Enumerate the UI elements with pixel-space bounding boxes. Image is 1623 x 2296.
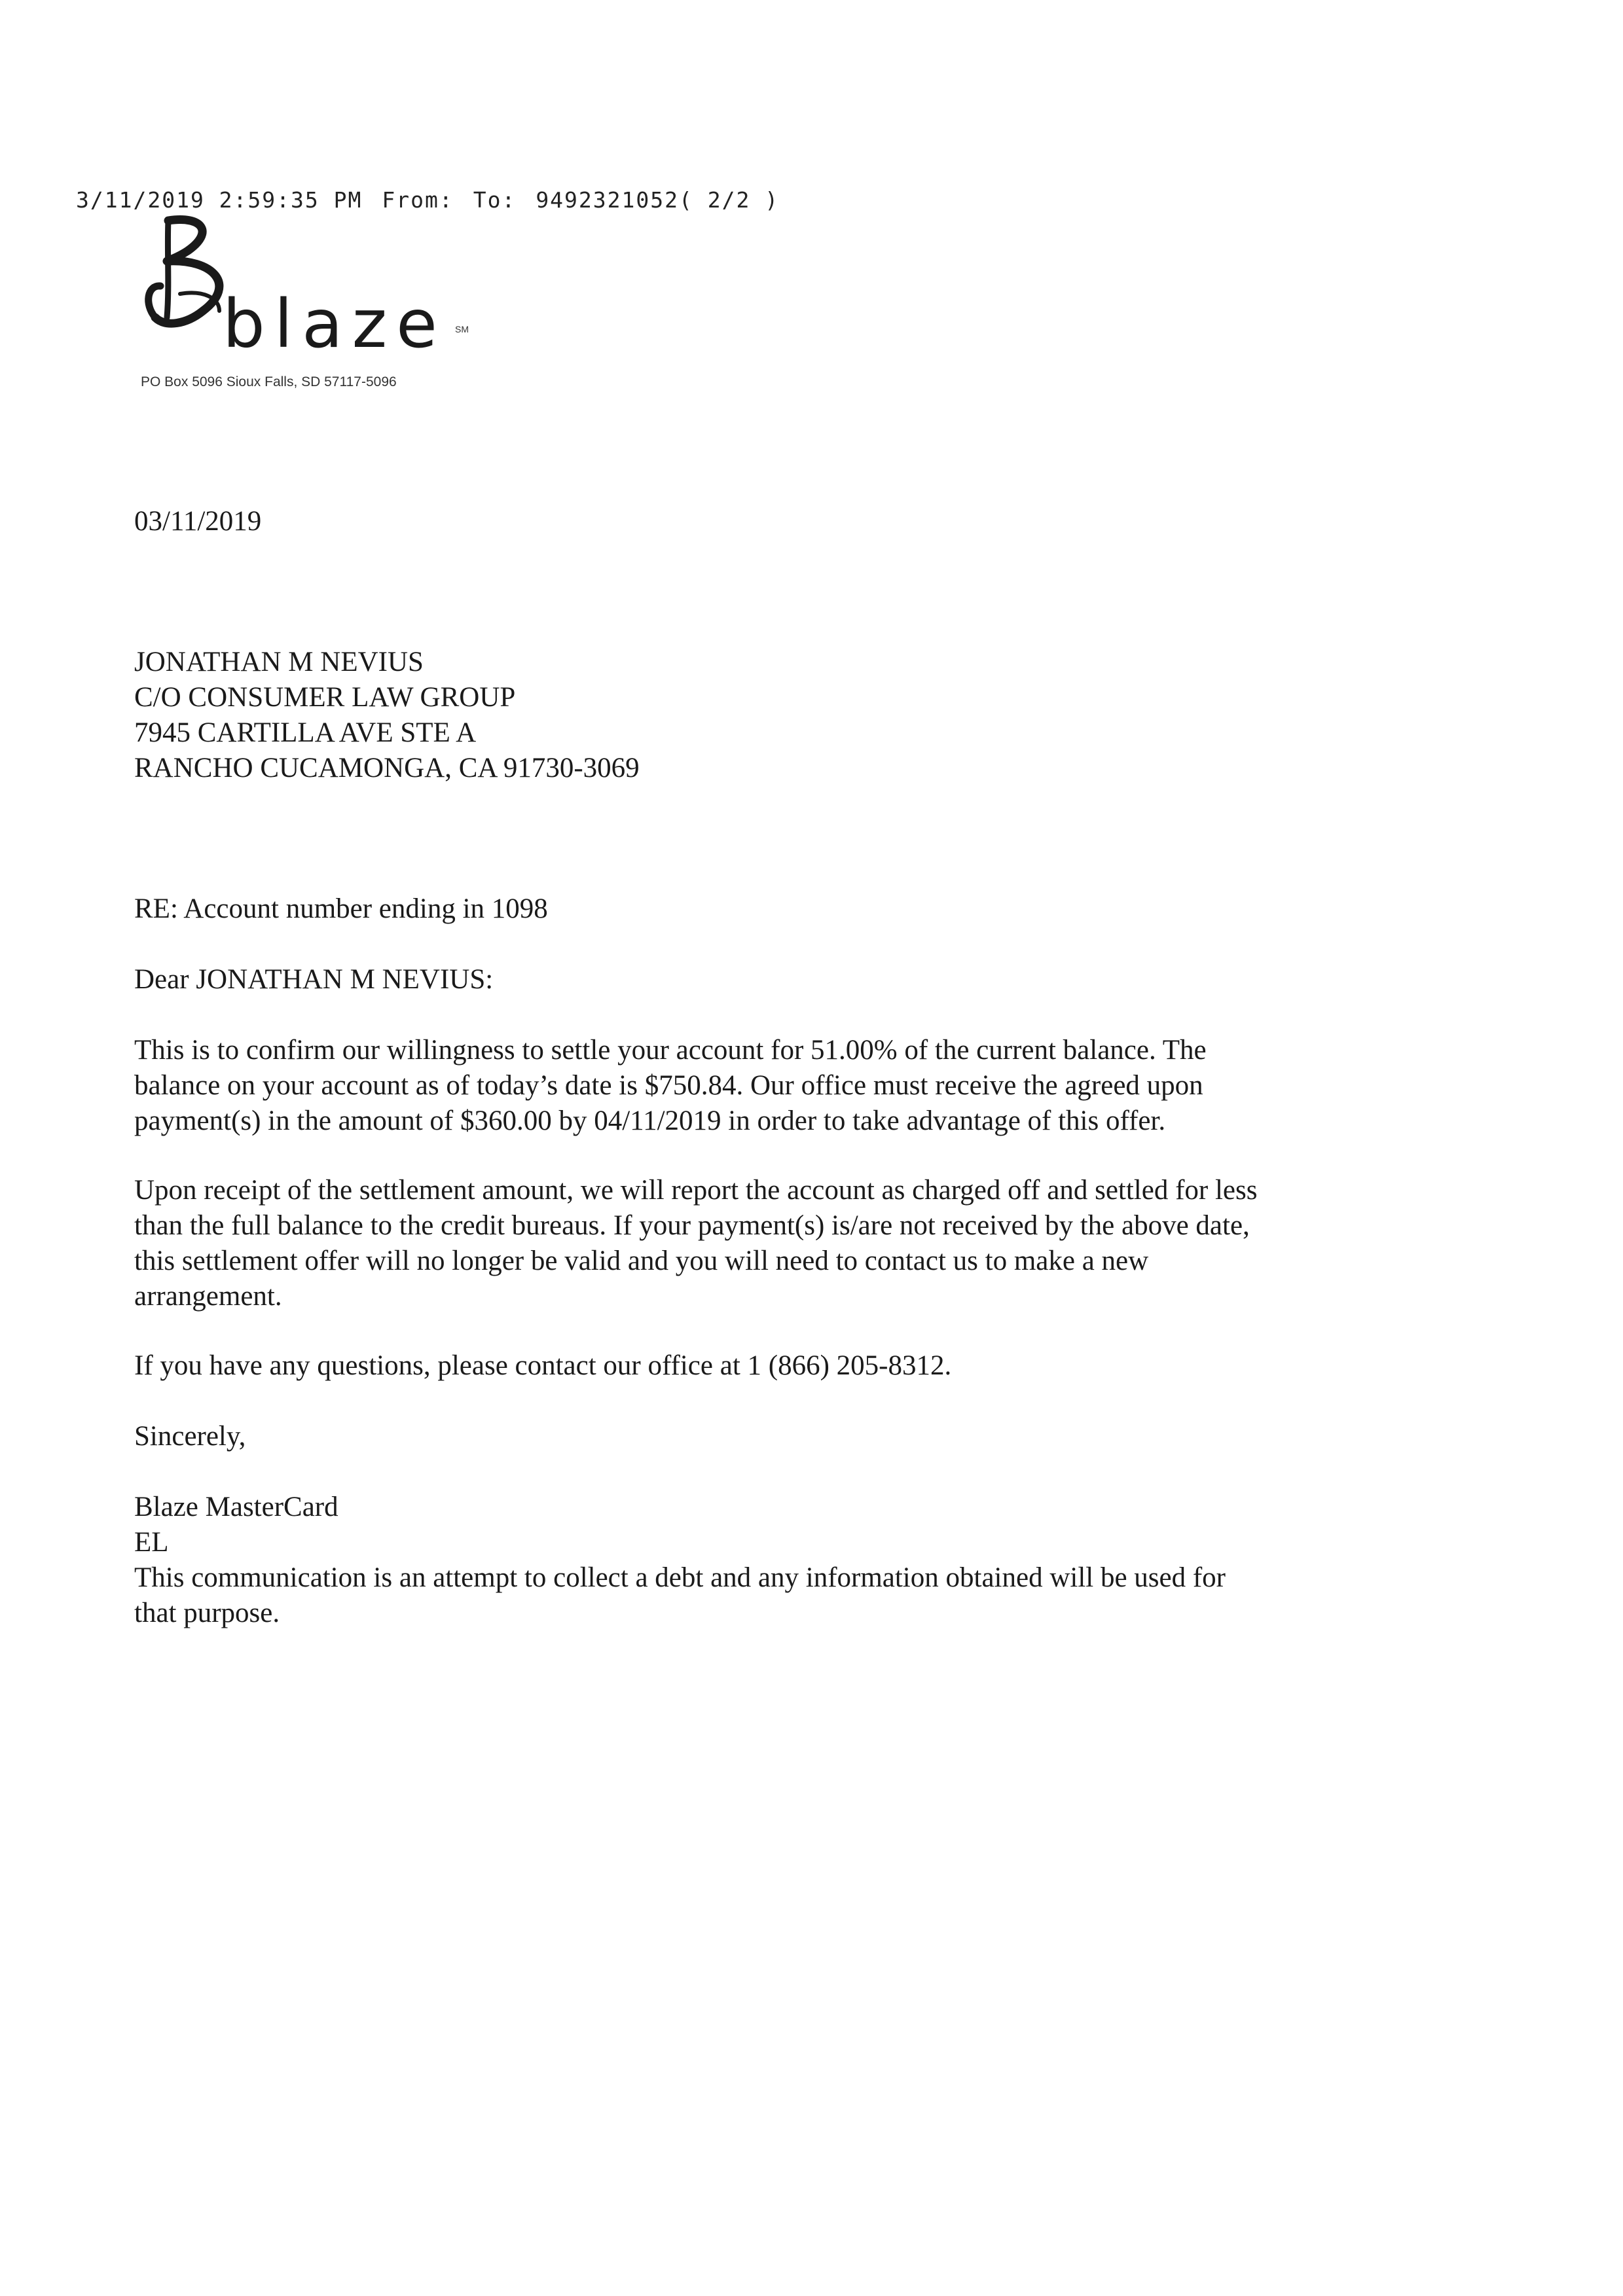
fax-number-pages: 9492321052( 2/2 ) (536, 187, 780, 213)
fax-from-label: From: (382, 187, 454, 213)
recipient-line-city: RANCHO CUCAMONGA, CA 91730-3069 (134, 753, 640, 783)
paragraph-settlement-offer (134, 1033, 1207, 1139)
fax-header (76, 187, 799, 213)
paragraph-line: balance on your account as of today’s date is $750.84. Our office must receive the agreed upon (134, 1070, 1203, 1101)
paragraph-contact: If you have any questions, please contact our office at 1 (866) 205-8312. (134, 1350, 952, 1381)
signature-company: Blaze MasterCard (134, 1492, 338, 1522)
paragraph-line: This is to confirm our willingness to settle your account for 51.00% of the current balance. The (134, 1035, 1207, 1066)
paragraph-line: payment(s) in the amount of $360.00 by 04/11/2019 in order to take advantage of this offer. (134, 1105, 1166, 1136)
re-line: RE: Account number ending in 1098 (134, 893, 548, 924)
letter-date: 03/11/2019 (134, 506, 262, 537)
logo-service-mark: SM (455, 324, 469, 334)
recipient-line-care-of: C/O CONSUMER LAW GROUP (134, 682, 516, 713)
recipient-address (134, 645, 640, 786)
closing: Sincerely, (134, 1421, 246, 1452)
blaze-logo (141, 213, 507, 376)
fax-to-label: To: (473, 187, 517, 213)
signature-initials: EL (134, 1527, 169, 1558)
disclaimer-line: This communication is an attempt to collect a debt and any information obtained will be used for (134, 1562, 1226, 1593)
paragraph-line: arrangement. (134, 1281, 282, 1312)
signature-block (134, 1490, 1226, 1631)
logo-wordmark: blaze (223, 285, 447, 363)
paragraph-line: Upon receipt of the settlement amount, we will report the account as charged off and settled for less (134, 1175, 1258, 1206)
salutation: Dear JONATHAN M NEVIUS: (134, 964, 494, 995)
paragraph-line: this settlement offer will no longer be valid and you will need to contact us to make a new (134, 1246, 1149, 1276)
paragraph-line: than the full balance to the credit bureaus. If your payment(s) is/are not received by the above date, (134, 1210, 1250, 1241)
paragraph-reporting (134, 1173, 1257, 1314)
recipient-line-street: 7945 CARTILLA AVE STE A (134, 717, 477, 748)
fax-datetime: 3/11/2019 2:59:35 PM (76, 187, 363, 213)
recipient-line-name: JONATHAN M NEVIUS (134, 647, 424, 677)
disclaimer-line: that purpose. (134, 1598, 280, 1628)
company-address: PO Box 5096 Sioux Falls, SD 57117-5096 (141, 374, 397, 389)
